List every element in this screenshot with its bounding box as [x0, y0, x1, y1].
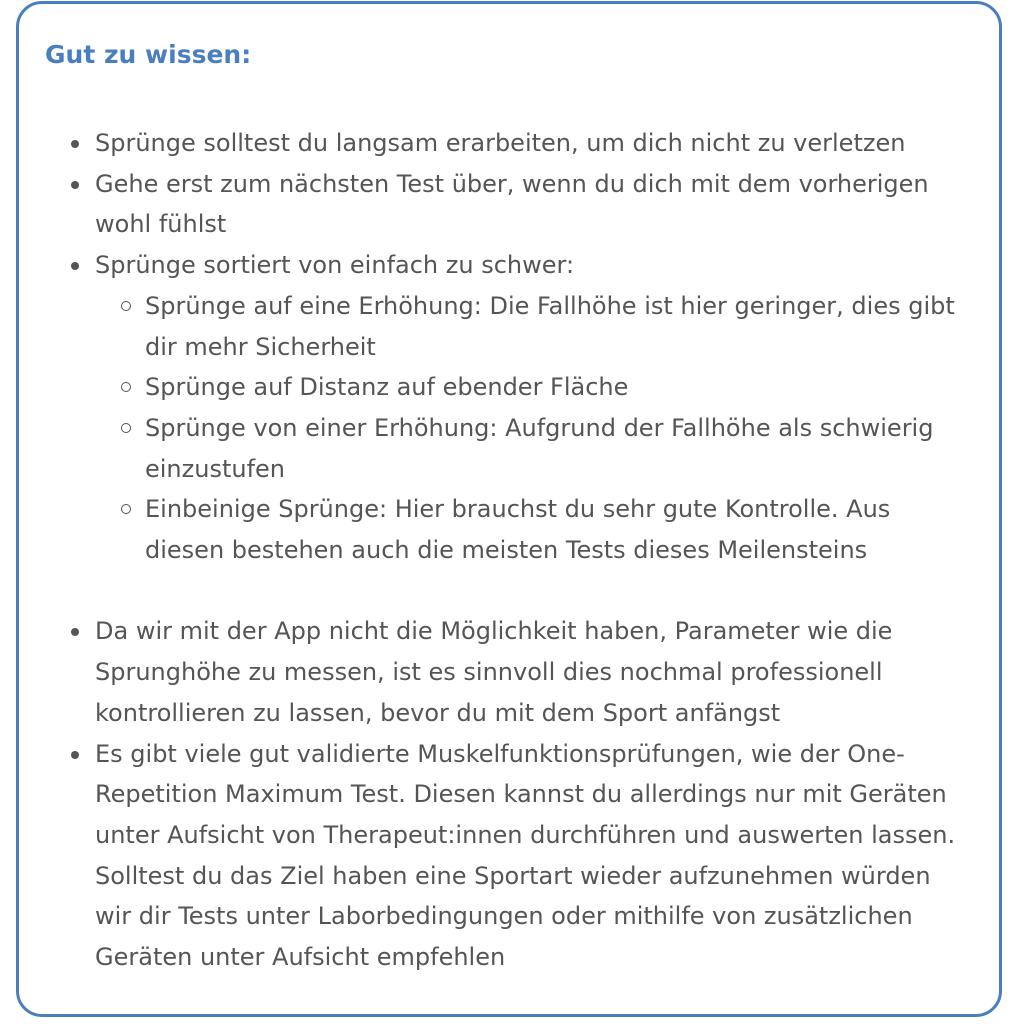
card-heading: Gut zu wissen: [45, 40, 252, 69]
list-item: Da wir mit der App nicht die Möglichkeit haben, Parameter wie die Sprunghöhe zu messen, ist es sinnvoll dies nochmal professionell kontrollieren zu lassen, bevor du mit dem Sport anfängst [67, 611, 967, 733]
sublist-item: Einbeinige Sprünge: Hier brauchst du sehr gute Kontrolle. Aus diesen bestehen auch die meisten Tests dieses Meilensteins [145, 489, 967, 570]
jump-order-sublist [95, 286, 967, 571]
list-item: Gehe erst zum nächsten Test über, wenn du dich mit dem vorherigen wohl fühlst [67, 164, 967, 245]
list-item: Sprünge solltest du langsam erarbeiten, um dich nicht zu verletzen [67, 123, 967, 164]
sublist-item: Sprünge auf Distanz auf ebender Fläche [145, 367, 967, 408]
sublist-item: Sprünge von einer Erhöhung: Aufgrund der Fallhöhe als schwierig einzustufen [145, 408, 967, 489]
sublist-item: Sprünge auf eine Erhöhung: Die Fallhöhe ist hier geringer, dies gibt dir mehr Sicherheit [145, 286, 967, 367]
list-spacer [95, 571, 967, 612]
list-item-label: Sprünge sortiert von einfach zu schwer: [95, 251, 575, 280]
list-item: Es gibt viele gut validierte Muskelfunktionsprüfungen, wie der One-Repetition Maximum Test. Diesen kannst du allerdings nur mit Geräten unter Aufsicht von Therapeut:innen durchführen und auswerten lassen. Solltest du das Ziel haben eine Sportart wieder aufzunehmen würden wir dir Tests unter Laborbedingungen oder mithilfe von zusätzlichen Geräten unter Aufsicht empfehlen [67, 734, 967, 978]
tips-list [67, 123, 967, 978]
info-card [16, 1, 1002, 1017]
list-item-jump-order [67, 245, 967, 611]
